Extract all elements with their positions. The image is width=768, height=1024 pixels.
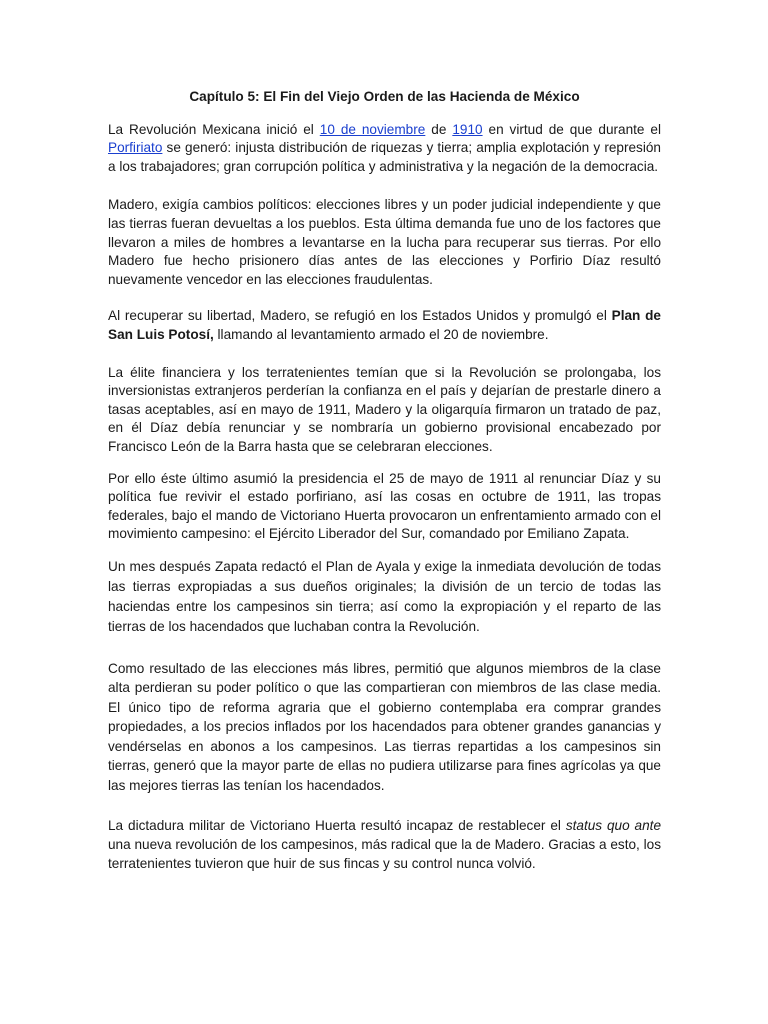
paragraph-3-text-b: llamando al levantamiento armado el 20 de noviembre. <box>213 326 549 342</box>
paragraph-5: Por ello éste último asumió la presidencia el 25 de mayo de 1911 al renunciar Díaz y su política fue revivir el estado porfiriano, así las cosas en octubre de 1911, las tropas federales, bajo el mando de Victoriano Huerta provocaron un enfrentamiento armado con el movimiento campesino: el Ejército Liberador del Sur, comandado por Emiliano Zapata. <box>108 470 661 542</box>
paragraph-4: La élite financiera y los terratenientes temían que si la Revolución se prolongaba, los inversionistas extranjeros perderían la confianza en el país y dejarían de prestarle dinero a tasas aceptables, así en mayo de 1911, Madero y la oligarquía firmaron un tratado de paz, en él Díaz debía renunciar y se nombraría un gobierno provisional encabezado por Francisco León de la Barra hasta que se celebraran elecciones. <box>108 364 661 454</box>
link-1910[interactable]: 1910 <box>452 121 483 137</box>
link-10-de-noviembre[interactable]: 10 de noviembre <box>319 121 426 137</box>
paragraph-7: Como resultado de las elecciones más libres, permitió que algunos miembros de la clase alta perdieran su poder político o que las compartieran con miembros de las clase media. El único tipo de reforma agraria que el gobierno contemplaba era comprar grandes propiedades, a los precios inflados por los hacendados para obtener grandes ganancias y vendérselas en abonos a los campesinos. Las tierras repartidas a los campesinos sin tierras, generó que la mayor parte de ellas no pudiera utilizarse para fines agrícolas ya que las mejores tierras las tenían los hacendados. <box>108 660 661 793</box>
link-porfiriato[interactable]: Porfiriato <box>108 140 163 156</box>
paragraph-1-text-c: en virtud de que durante el <box>482 121 661 137</box>
status-quo-ante: status quo ante <box>565 818 661 834</box>
paragraph-1-text-d: se generó: injusta distribución de riquezas y tierra; amplia explotación y represión a los trabajadores; gran corrupción política y administrativa y la negación de la democracia. <box>108 140 661 174</box>
paragraph-1-text-b: de <box>425 121 453 137</box>
plan-san-luis-potosi: Plan de San Luis Potosí, <box>108 308 661 342</box>
document-page <box>108 88 661 873</box>
paragraph-8 <box>108 817 661 873</box>
paragraph-3-text-a: Al recuperar su libertad, Madero, se refugió en los Estados Unidos y promulgó el <box>108 308 612 324</box>
paragraph-2: Madero, exigía cambios políticos: elecciones libres y un poder judicial independiente y que las tierras fueran devueltas a los pueblos. Esta última demanda fue uno de los factores que llevaron a miles de hombres a levantarse en la lucha para recuperar sus tierras. Por ello Madero fue hecho prisionero días antes de las elecciones y Porfirio Díaz resultó nuevamente vencedor en las elecciones fraudulentas. <box>108 197 661 287</box>
paragraph-6: Un mes después Zapata redactó el Plan de Ayala y exige la inmediata devolución de todas las tierras expropiadas a sus dueños originales; la división de un tercio de todas las haciendas entre los campesinos sin tierra; así como la expropiación y el reparto de las tierras de los hacendados que luchaban contra la Revolución. <box>108 558 661 634</box>
paragraph-1 <box>108 121 661 177</box>
chapter-title: Capítulo 5: El Fin del Viejo Orden de las Hacienda de México <box>189 89 580 104</box>
paragraph-8-text-b: una nueva revolución de los campesinos, más radical que la de Madero. Gracias a esto, los terratenientes tuvieron que huir de sus fincas y su control nunca volvió. <box>108 836 661 871</box>
paragraph-3 <box>108 307 661 344</box>
paragraph-1-text-a: La Revolución Mexicana inició el <box>108 121 320 137</box>
paragraph-8-text-a: La dictadura militar de Victoriano Huerta resultó incapaz de restablecer el <box>108 818 566 834</box>
